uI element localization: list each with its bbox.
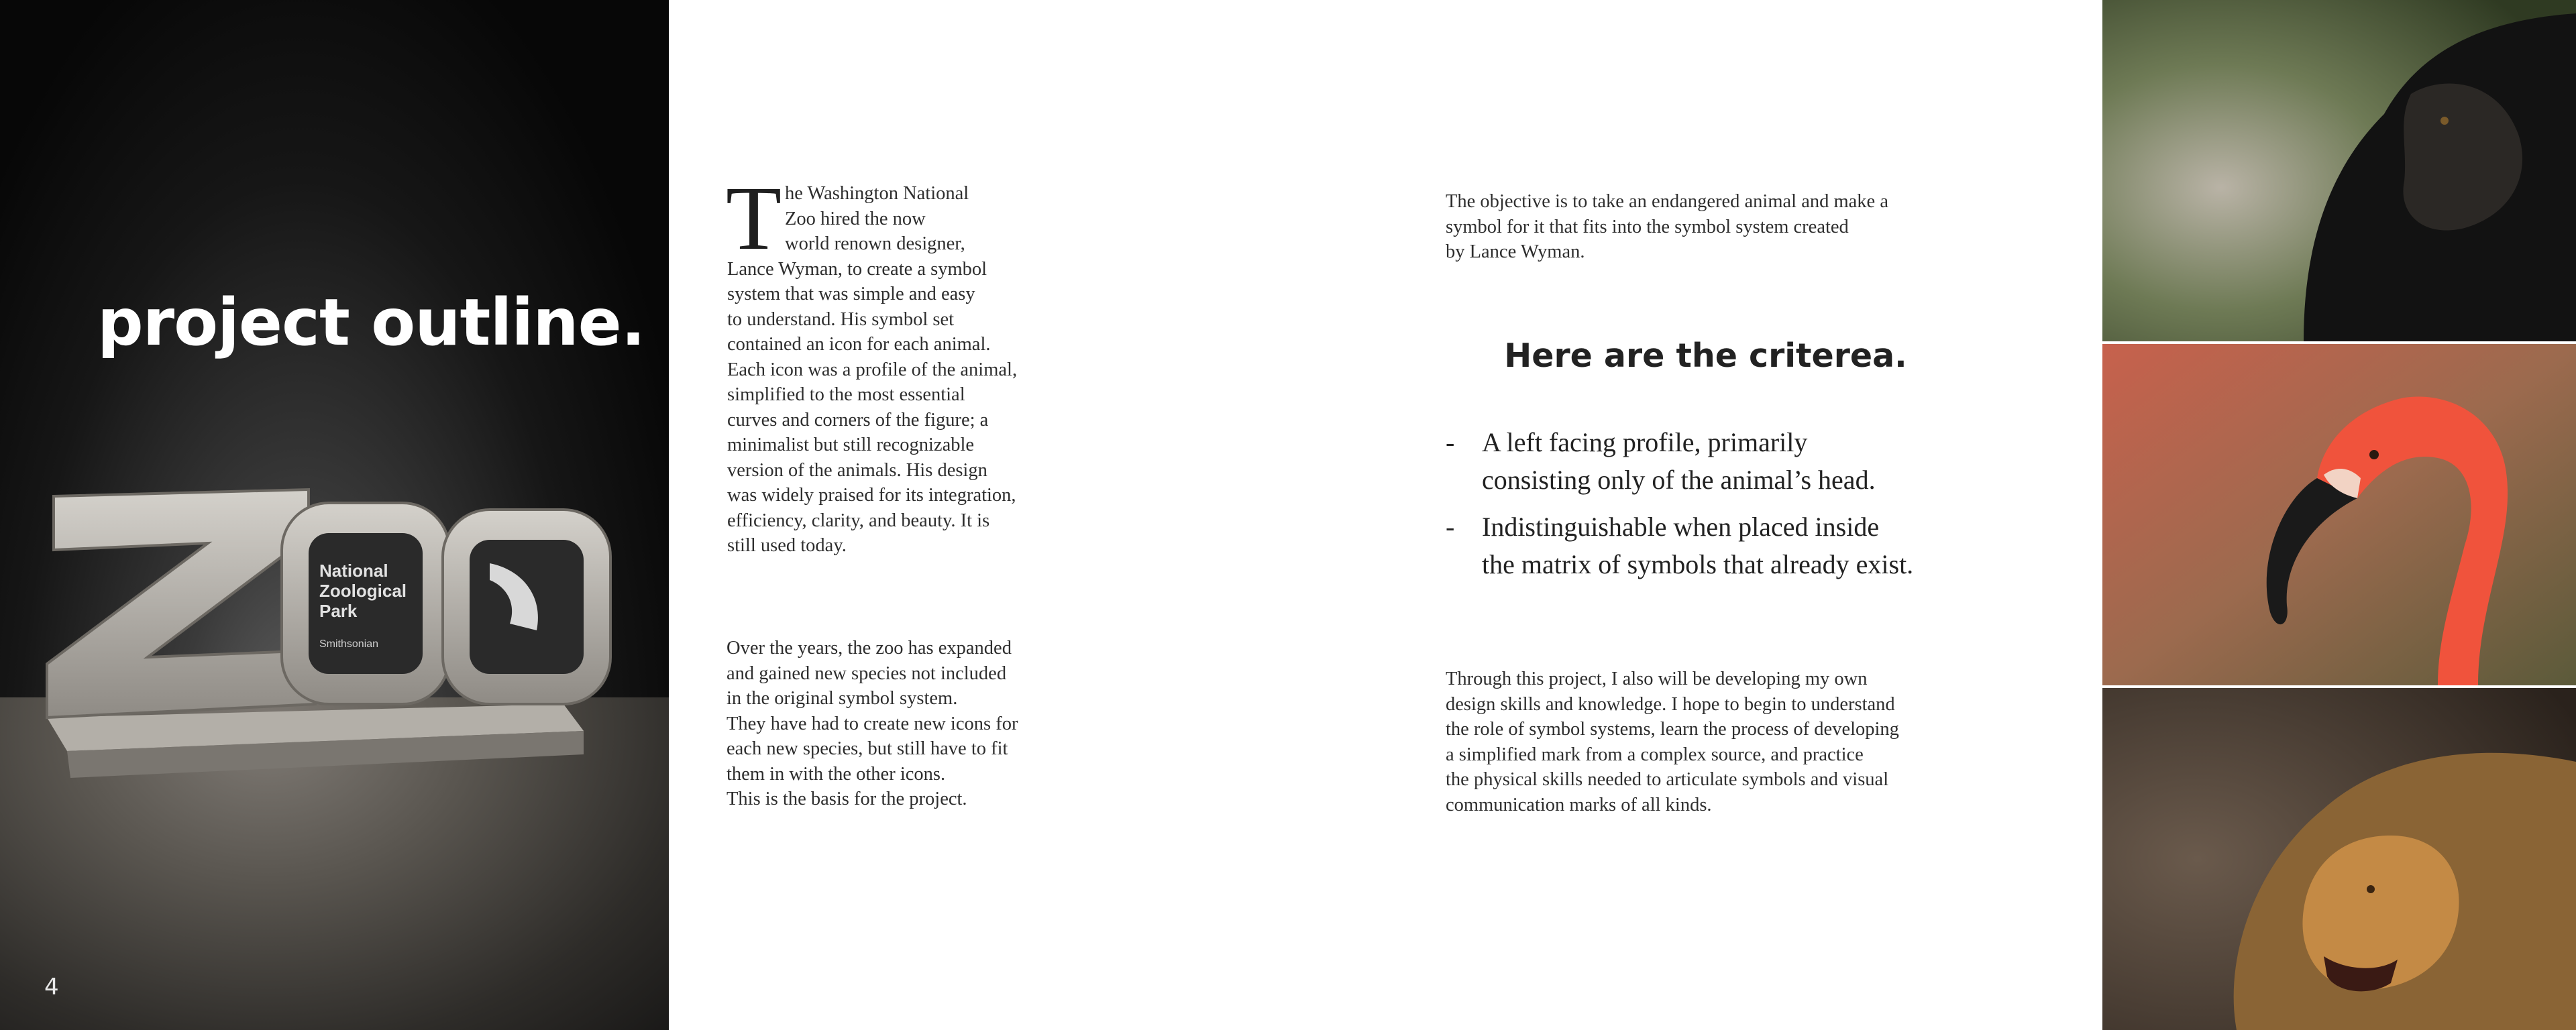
text-line: Indistinguishable when placed inside [1482,512,1880,542]
text-line: They have had to create new icons for [727,713,1018,734]
text-line: communication marks of all kinds. [1446,794,1712,815]
text-line: A left facing profile, primarily [1482,427,1808,457]
text-line: them in with the other icons. [727,763,946,785]
text-line: in the original symbol system. [727,688,958,709]
drop-cap: T [726,168,782,269]
text-line: and gained new species not included [727,663,1007,684]
text-line: each new species, but still have to fit [727,738,1008,759]
text-line: to understand. His symbol set [727,308,955,330]
text-line: system that was simple and easy [727,284,975,304]
bullet-dash: - [1446,512,1455,542]
text-line: curves and corners of the figure; a [727,409,989,431]
intro-paragraph [727,181,1083,559]
closing-paragraph [1446,667,1976,817]
text-line: world renown designer, [785,233,965,254]
text-line: Zoo hired the now [785,208,926,229]
sign-text-3: Park [319,601,358,621]
gorilla-photo [2102,0,2576,341]
criteria-item [1446,508,1996,583]
lion-photo [2102,688,2576,1030]
text-line: efficiency, clarity, and beauty. It is [727,510,990,531]
objective-paragraph [1446,189,1969,265]
text-line: minimalist but still recognizable [727,435,975,455]
text-line: by Lance Wyman. [1446,241,1585,262]
sign-text-2: Zoological [319,581,407,601]
text-line: This is the basis for the project. [727,789,967,809]
text-line: consisting only of the animal’s head. [1482,465,1876,495]
text-line: was widely praised for its integration, [727,485,1016,506]
text-line: version of the animals. His design [727,459,987,481]
text-line: a simplified mark from a complex source, and practice [1446,744,1864,765]
history-paragraph [727,636,1089,812]
text-line: he Washington National [785,183,969,204]
flamingo-photo [2102,344,2576,685]
text-line: symbol for it that fits into the symbol system created [1446,216,1849,237]
text-line: the role of symbol systems, learn the process of developing [1446,719,1899,740]
flamingo-eye [2369,450,2379,459]
bullet-dash: - [1446,427,1455,457]
zoo-sign-image [27,463,644,811]
page-number: 4 [44,974,59,1000]
criteria-list [1446,424,1996,593]
sign-letter-z [47,490,315,718]
text-line: Lance Wyman, to create a symbol [727,258,987,280]
zoo-photo-panel [0,0,669,1030]
page-title: project outline. [97,285,645,360]
gorilla-eye [2440,117,2449,125]
lion-eye [2367,885,2375,893]
text-line: Over the years, the zoo has expanded [727,638,1012,659]
text-line: Through this project, I also will be developing my own [1446,669,1868,689]
sign-text-4: Smithsonian [319,638,379,650]
text-line: the physical skills needed to articulate symbols and visual [1446,769,1889,790]
sign-text-1: National [319,561,388,581]
text-line: simplified to the most essential [727,384,965,405]
text-line: still used today. [727,535,847,556]
criteria-item [1446,424,1996,499]
text-line: design skills and knowledge. I hope to begin to understand [1446,693,1895,715]
text-line: The objective is to take an endangered animal and make a [1446,191,1888,212]
criteria-heading: Here are the criterea. [1504,337,1907,375]
text-line: Each icon was a profile of the animal, [727,359,1018,380]
text-line: the matrix of symbols that already exist. [1482,549,1914,579]
text-line: contained an icon for each animal. [727,334,991,355]
